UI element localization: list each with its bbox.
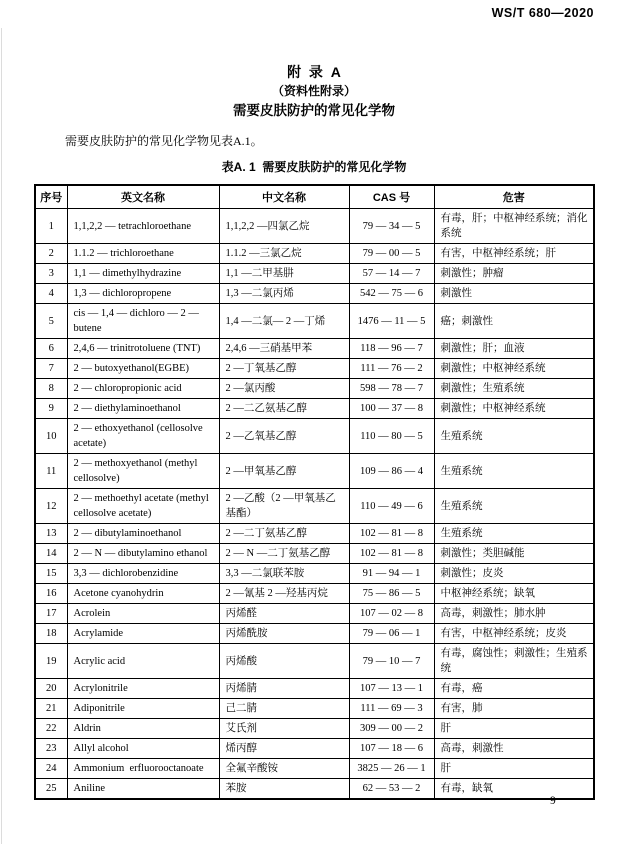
cell-cas: 79 — 34 — 5 bbox=[349, 209, 434, 244]
table-row bbox=[35, 544, 594, 564]
cell-hazard: 生殖系统 bbox=[434, 454, 594, 489]
cell-cas: 118 — 96 — 7 bbox=[349, 339, 434, 359]
table-row bbox=[35, 779, 594, 800]
cell-seq: 10 bbox=[35, 419, 67, 454]
cell-hazard: 刺激性 bbox=[434, 284, 594, 304]
column-header-chinese: 中文名称 bbox=[219, 185, 349, 209]
cell-cas: 62 — 53 — 2 bbox=[349, 779, 434, 800]
cell-cas: 79 — 06 — 1 bbox=[349, 624, 434, 644]
intro-paragraph: 需要皮肤防护的常见化学物见表A.1。 bbox=[65, 134, 263, 148]
table-row bbox=[35, 524, 594, 544]
cell-chinese: 2,4,6 —三硝基甲苯 bbox=[219, 339, 349, 359]
cell-cas: 111 — 76 — 2 bbox=[349, 359, 434, 379]
cell-hazard: 高毒，刺激性；肺水肿 bbox=[434, 604, 594, 624]
cell-english: 2 — ethoxyethanol (cellosolve acetate) bbox=[67, 419, 219, 454]
table-caption: 表A. 1 需要皮肤防护的常见化学物 bbox=[221, 160, 407, 174]
cell-chinese: 全氟辛酸铵 bbox=[219, 759, 349, 779]
cell-english: 2 — methoxyethanol (methyl cellosolve) bbox=[67, 454, 219, 489]
table-body bbox=[35, 209, 594, 800]
cell-english: Adiponitrile bbox=[67, 699, 219, 719]
table-row bbox=[35, 699, 594, 719]
table-row bbox=[35, 759, 594, 779]
cell-seq: 2 bbox=[35, 244, 67, 264]
cell-hazard: 刺激性；肿瘤 bbox=[434, 264, 594, 284]
cell-cas: 75 — 86 — 5 bbox=[349, 584, 434, 604]
cell-hazard: 有害，中枢神经系统；皮炎 bbox=[434, 624, 594, 644]
table-row bbox=[35, 564, 594, 584]
table-row bbox=[35, 739, 594, 759]
cell-seq: 11 bbox=[35, 454, 67, 489]
table-row bbox=[35, 304, 594, 339]
cell-chinese: 烯丙醇 bbox=[219, 739, 349, 759]
cell-chinese: 2 —二乙氨基乙醇 bbox=[219, 399, 349, 419]
cell-hazard: 肝 bbox=[434, 719, 594, 739]
cell-english: 2 — N — dibutylamino ethanol bbox=[67, 544, 219, 564]
appendix-heading: 需要皮肤防护的常见化学物 bbox=[233, 103, 395, 118]
cell-hazard: 生殖系统 bbox=[434, 489, 594, 524]
chemicals-table bbox=[34, 184, 595, 800]
cell-seq: 9 bbox=[35, 399, 67, 419]
cell-hazard: 高毒，刺激性 bbox=[434, 739, 594, 759]
table-row bbox=[35, 339, 594, 359]
cell-english: 1.1.2 — trichloroethane bbox=[67, 244, 219, 264]
cell-cas: 542 — 75 — 6 bbox=[349, 284, 434, 304]
cell-chinese: 1,1,2,2 —四氯乙烷 bbox=[219, 209, 349, 244]
cell-seq: 7 bbox=[35, 359, 67, 379]
table-row bbox=[35, 284, 594, 304]
cell-cas: 79 — 00 — 5 bbox=[349, 244, 434, 264]
cell-chinese: 1,1 —二甲基肼 bbox=[219, 264, 349, 284]
column-header-cas: CAS 号 bbox=[349, 185, 434, 209]
cell-chinese: 3,3 —二氯联苯胺 bbox=[219, 564, 349, 584]
cell-seq: 15 bbox=[35, 564, 67, 584]
cell-cas: 100 — 37 — 8 bbox=[349, 399, 434, 419]
cell-cas: 109 — 86 — 4 bbox=[349, 454, 434, 489]
cell-seq: 19 bbox=[35, 644, 67, 679]
cell-cas: 110 — 80 — 5 bbox=[349, 419, 434, 454]
cell-hazard: 刺激性；生殖系统 bbox=[434, 379, 594, 399]
cell-seq: 21 bbox=[35, 699, 67, 719]
cell-cas: 102 — 81 — 8 bbox=[349, 544, 434, 564]
cell-hazard: 有毒，肝；中枢神经系统；消化系统 bbox=[434, 209, 594, 244]
cell-chinese: 2 —丁氧基乙醇 bbox=[219, 359, 349, 379]
table-row bbox=[35, 454, 594, 489]
cell-english: Allyl alcohol bbox=[67, 739, 219, 759]
cell-chinese: 1,4 —二氯— 2 —丁烯 bbox=[219, 304, 349, 339]
cell-cas: 3825 — 26 — 1 bbox=[349, 759, 434, 779]
cell-cas: 107 — 18 — 6 bbox=[349, 739, 434, 759]
cell-seq: 17 bbox=[35, 604, 67, 624]
cell-hazard: 有害，中枢神经系统；肝 bbox=[434, 244, 594, 264]
table-row bbox=[35, 359, 594, 379]
cell-seq: 12 bbox=[35, 489, 67, 524]
cell-english: 1,3 — dichloropropene bbox=[67, 284, 219, 304]
cell-hazard: 生殖系统 bbox=[434, 524, 594, 544]
cell-cas: 309 — 00 — 2 bbox=[349, 719, 434, 739]
table-row bbox=[35, 244, 594, 264]
cell-english: Aniline bbox=[67, 779, 219, 800]
cell-seq: 4 bbox=[35, 284, 67, 304]
cell-cas: 110 — 49 — 6 bbox=[349, 489, 434, 524]
cell-english: 1,1,2,2 — tetrachloroethane bbox=[67, 209, 219, 244]
cell-seq: 13 bbox=[35, 524, 67, 544]
cell-english: Acetone cyanohydrin bbox=[67, 584, 219, 604]
cell-english: Acrolein bbox=[67, 604, 219, 624]
cell-hazard: 刺激性；中枢神经系统 bbox=[434, 359, 594, 379]
cell-cas: 111 — 69 — 3 bbox=[349, 699, 434, 719]
cell-hazard: 有毒，癌 bbox=[434, 679, 594, 699]
cell-english: 2 — chloropropionic acid bbox=[67, 379, 219, 399]
table-row bbox=[35, 489, 594, 524]
cell-chinese: 1.1.2 —三氯乙烷 bbox=[219, 244, 349, 264]
cell-cas: 79 — 10 — 7 bbox=[349, 644, 434, 679]
cell-chinese: 2 —乙氧基乙醇 bbox=[219, 419, 349, 454]
table-row bbox=[35, 264, 594, 284]
cell-english: Acrylonitrile bbox=[67, 679, 219, 699]
table-row bbox=[35, 679, 594, 699]
cell-chinese: 艾氏剂 bbox=[219, 719, 349, 739]
cell-seq: 18 bbox=[35, 624, 67, 644]
table-row bbox=[35, 719, 594, 739]
appendix-title: 附 录 A bbox=[287, 64, 341, 80]
cell-chinese: 丙烯腈 bbox=[219, 679, 349, 699]
table-row bbox=[35, 584, 594, 604]
cell-seq: 8 bbox=[35, 379, 67, 399]
cell-chinese: 丙烯酰胺 bbox=[219, 624, 349, 644]
cell-hazard: 中枢神经系统；缺氧 bbox=[434, 584, 594, 604]
cell-english: 2,4,6 — trinitrotoluene (TNT) bbox=[67, 339, 219, 359]
cell-hazard: 肝 bbox=[434, 759, 594, 779]
cell-english: Acrylic acid bbox=[67, 644, 219, 679]
cell-cas: 107 — 13 — 1 bbox=[349, 679, 434, 699]
column-header-english: 英文名称 bbox=[67, 185, 219, 209]
appendix-title-block bbox=[0, 62, 628, 121]
cell-english: 2 — butoxyethanol(EGBE) bbox=[67, 359, 219, 379]
cell-english: 1,1 — dimethylhydrazine bbox=[67, 264, 219, 284]
cell-chinese: 2 —甲氧基乙醇 bbox=[219, 454, 349, 489]
cell-cas: 102 — 81 — 8 bbox=[349, 524, 434, 544]
cell-english: Acrylamide bbox=[67, 624, 219, 644]
cell-seq: 3 bbox=[35, 264, 67, 284]
cell-cas: 91 — 94 — 1 bbox=[349, 564, 434, 584]
cell-hazard: 刺激性；类胆碱能 bbox=[434, 544, 594, 564]
cell-cas: 1476 — 11 — 5 bbox=[349, 304, 434, 339]
cell-hazard: 生殖系统 bbox=[434, 419, 594, 454]
table-row bbox=[35, 644, 594, 679]
scan-edge-artifact bbox=[1, 28, 2, 844]
cell-chinese: 1,3 —二氯丙烯 bbox=[219, 284, 349, 304]
page-number: 9 bbox=[550, 795, 556, 807]
cell-english: 2 — diethylaminoethanol bbox=[67, 399, 219, 419]
cell-seq: 1 bbox=[35, 209, 67, 244]
cell-hazard: 有毒，腐蚀性；刺激性；生殖系统 bbox=[434, 644, 594, 679]
cell-chinese: 丙烯醛 bbox=[219, 604, 349, 624]
cell-hazard: 刺激性；皮炎 bbox=[434, 564, 594, 584]
table-row bbox=[35, 419, 594, 454]
cell-english: Aldrin bbox=[67, 719, 219, 739]
cell-hazard: 刺激性；中枢神经系统 bbox=[434, 399, 594, 419]
standard-number: WS/T 680—2020 bbox=[491, 6, 594, 20]
cell-english: 2 — dibutylaminoethanol bbox=[67, 524, 219, 544]
cell-seq: 6 bbox=[35, 339, 67, 359]
table-row bbox=[35, 604, 594, 624]
cell-chinese: 2 —氰基 2 —羟基丙烷 bbox=[219, 584, 349, 604]
cell-english: 2 — methoethyl acetate (methyl cellosolve acetate) bbox=[67, 489, 219, 524]
cell-english: 3,3 — dichlorobenzidine bbox=[67, 564, 219, 584]
table-row bbox=[35, 624, 594, 644]
cell-english: cis — 1,4 — dichloro — 2 — butene bbox=[67, 304, 219, 339]
cell-chinese: 2 — N —二丁氨基乙醇 bbox=[219, 544, 349, 564]
cell-seq: 23 bbox=[35, 739, 67, 759]
cell-chinese: 丙烯酸 bbox=[219, 644, 349, 679]
appendix-subtitle: （资料性附录） bbox=[271, 84, 356, 98]
cell-hazard: 刺激性；肝；血液 bbox=[434, 339, 594, 359]
column-header-hazard: 危害 bbox=[434, 185, 594, 209]
cell-hazard: 有害，肺 bbox=[434, 699, 594, 719]
cell-seq: 24 bbox=[35, 759, 67, 779]
cell-seq: 25 bbox=[35, 779, 67, 800]
cell-chinese: 己二腈 bbox=[219, 699, 349, 719]
column-header-seq: 序号 bbox=[35, 185, 67, 209]
table-row bbox=[35, 399, 594, 419]
cell-chinese: 苯胺 bbox=[219, 779, 349, 800]
cell-hazard: 有毒，缺氧 bbox=[434, 779, 594, 800]
cell-chinese: 2 —乙酸（2 —甲氧基乙基酯） bbox=[219, 489, 349, 524]
cell-cas: 598 — 78 — 7 bbox=[349, 379, 434, 399]
cell-chinese: 2 —二丁氨基乙醇 bbox=[219, 524, 349, 544]
cell-seq: 5 bbox=[35, 304, 67, 339]
table-row bbox=[35, 379, 594, 399]
cell-cas: 57 — 14 — 7 bbox=[349, 264, 434, 284]
cell-cas: 107 — 02 — 8 bbox=[349, 604, 434, 624]
cell-hazard: 癌；刺激性 bbox=[434, 304, 594, 339]
cell-english: Ammonium erfluorooctanoate bbox=[67, 759, 219, 779]
cell-seq: 14 bbox=[35, 544, 67, 564]
table-header-row bbox=[35, 185, 594, 209]
table-row bbox=[35, 209, 594, 244]
cell-seq: 16 bbox=[35, 584, 67, 604]
cell-seq: 20 bbox=[35, 679, 67, 699]
cell-seq: 22 bbox=[35, 719, 67, 739]
cell-chinese: 2 —氯丙酸 bbox=[219, 379, 349, 399]
